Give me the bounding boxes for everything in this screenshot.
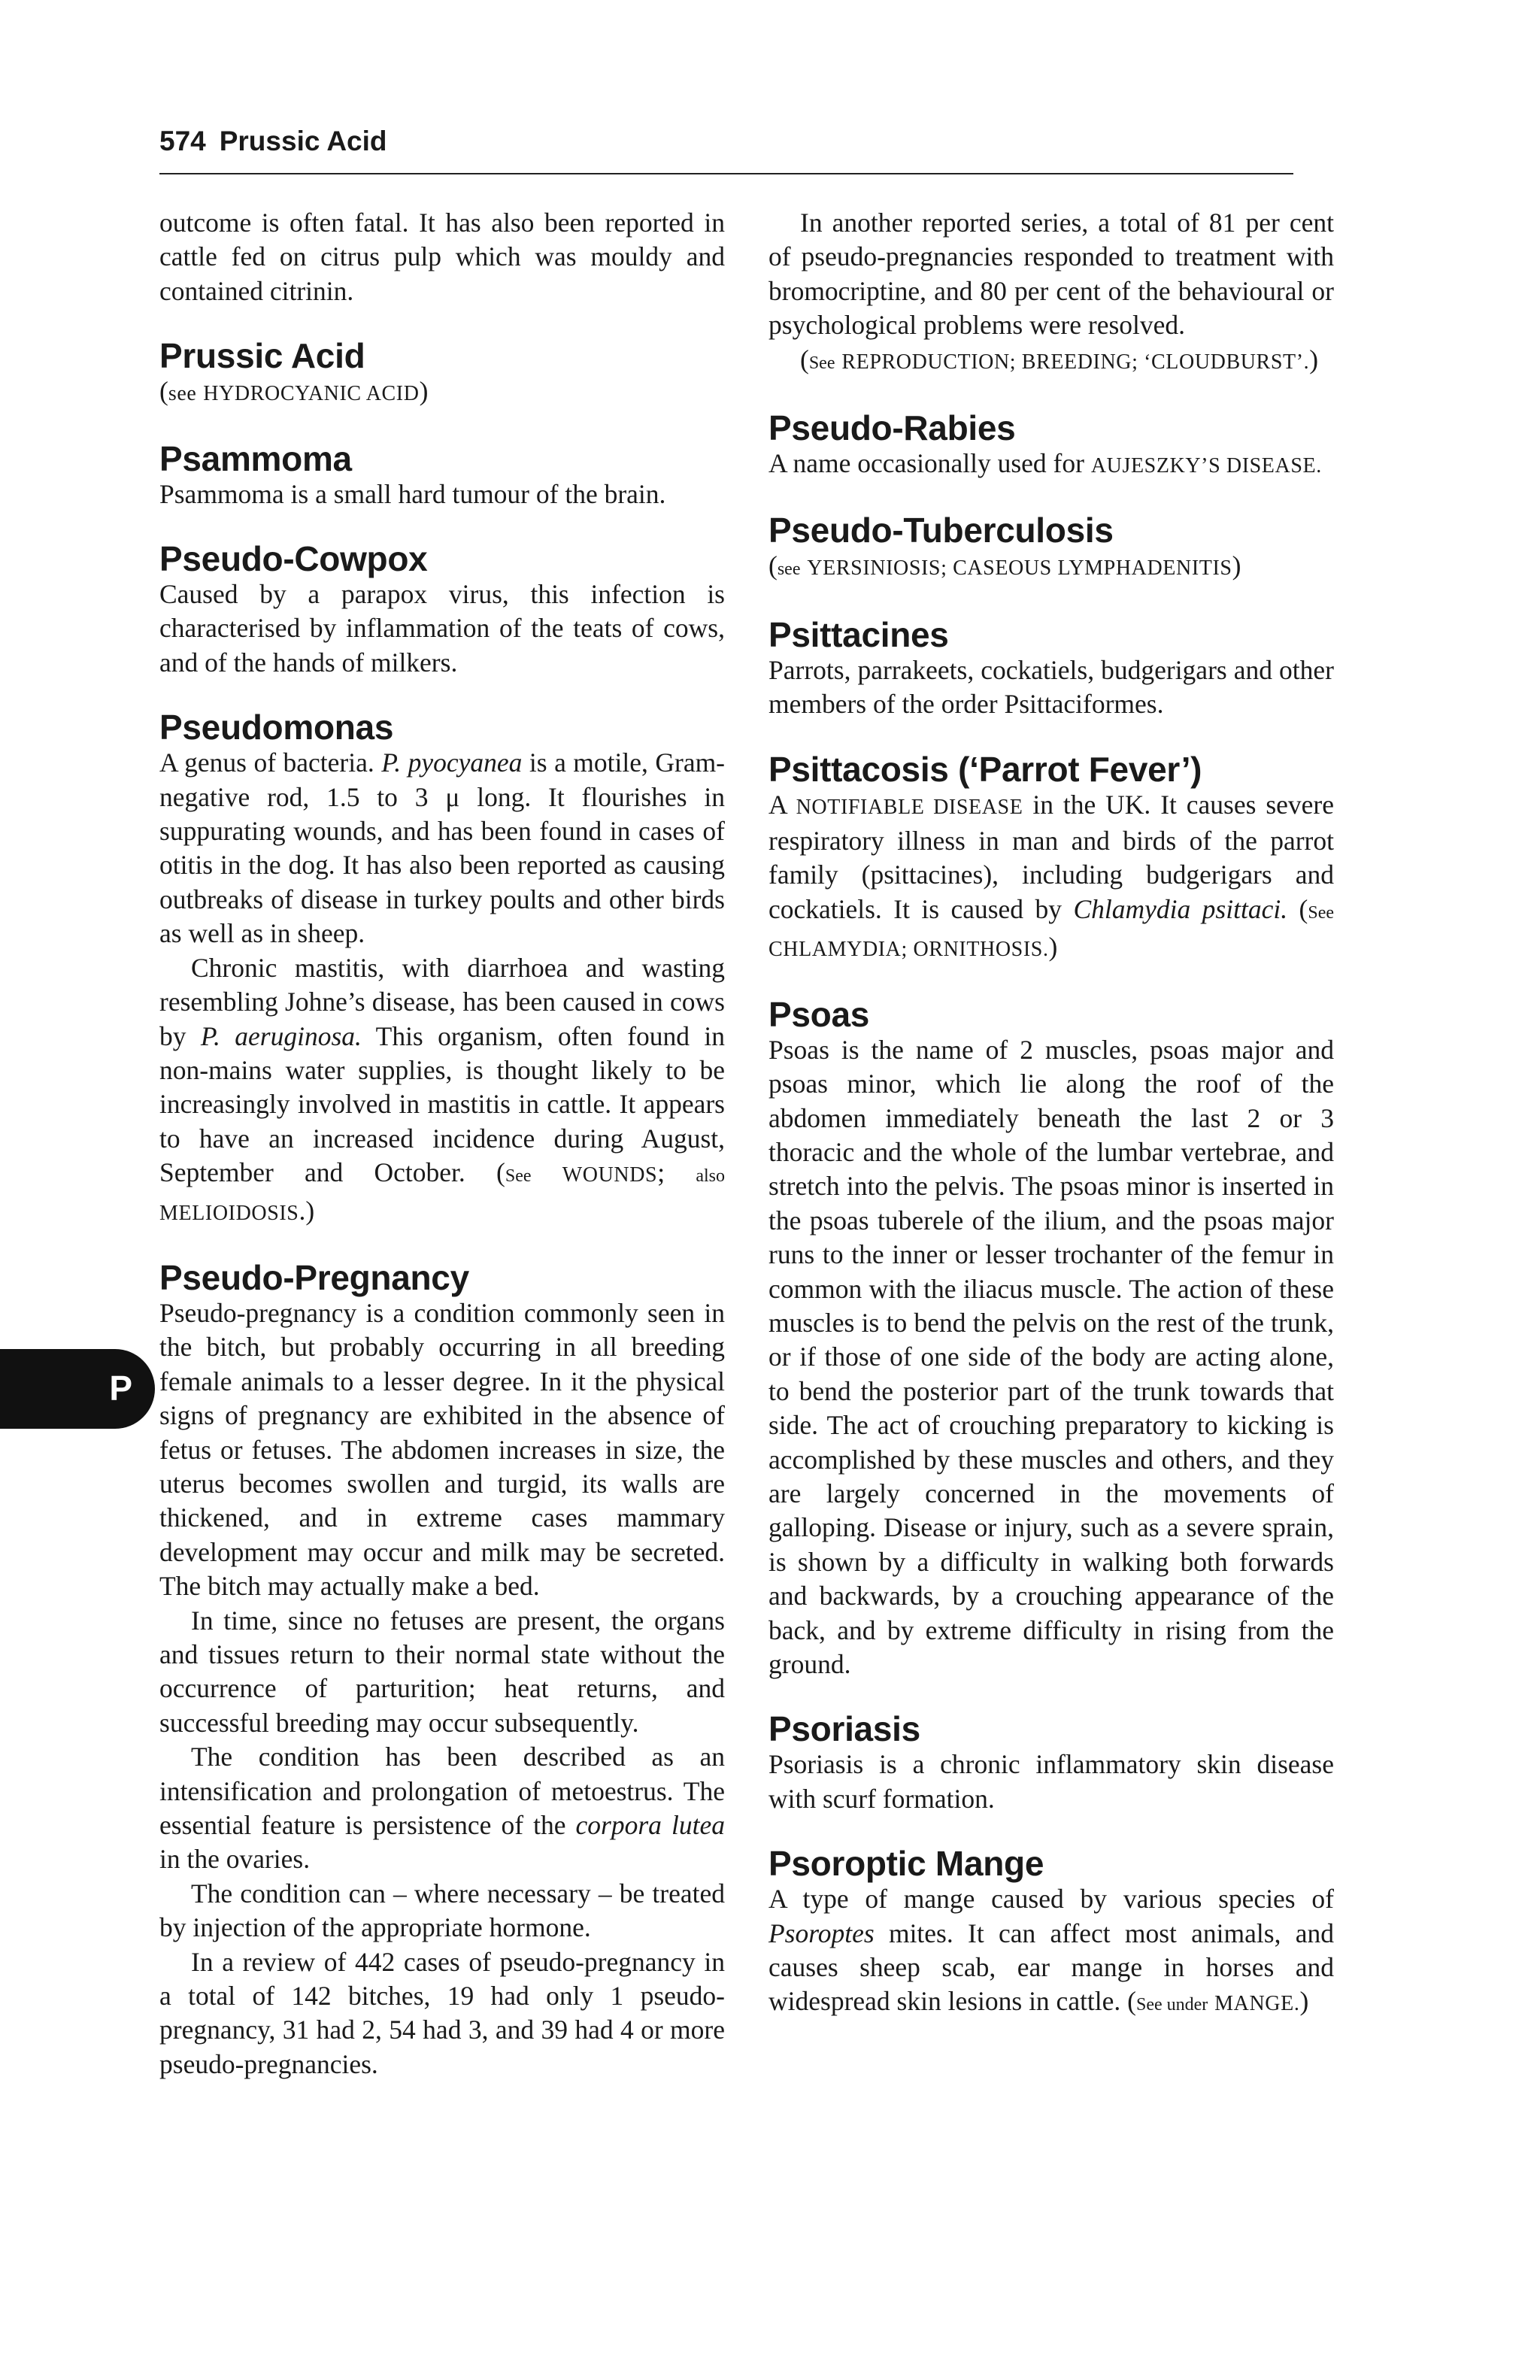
entry-title-psammoma: Psammoma [159,438,352,478]
entry-psoroptic-mange: A type of mange caused by various species of Psoroptes mites. It can affect most animals, and causes sheep scab, ear mange in horses and widespread skin lesions in cattle. (See under MANGE.) [768,1884,1334,2017]
entry-psoas: Psoas is the name of 2 muscles, psoas major and psoas minor, which lie along the roof of the abdomen immediately beneath the last 2 or 3 thoracic and the whole of the lumbar vertebrae, and stretch into the pelvis. The psoas minor is inserted in the psoas tuberele of the ilium, and the psoas major runs to the inner or lesser trochanter of the femur in common with the iliacus muscle. The action of these muscles is to bend the pelvis on the rest of the trunk, or if those of one side of the body are acting alone, to bend the posterior part of the trunk towards that side. The act of crouching preparatory to kicking is accomplished by these muscles and others, and they are largely concerned in the movements of galloping. Disease or injury, such as a severe sprain, is shown by a difficulty in walking both forwards and backwards, by a crouching appearance of the back, and by extreme difficulty in rising from the ground. [768,1034,1334,1679]
entry-pseudo-pregnancy-see: (See REPRODUCTION; BREEDING; ‘CLOUDBURST’.) [800,344,1319,374]
entry-pseudomonas-p1: A genus of bacteria. P. pyocyanea is a motile, Gram-negative rod, 1.5 to 3 μ long. It flourishes in suppurating wounds, and has been found in cases of otitis in the dog. It has also been reported as causing outbreaks of disease in turkey poults and other birds as well as in sheep. [159,747,726,949]
entry-pseudo-pregnancy-p6: In another reported series, a total of 81 per cent of pseudo-pregnancies responded to treatment with bromocriptine, and 80 per cent of the behavioural or psychological problems were resolved. [768,208,1334,341]
entry-prussic-acid: (see HYDROCYANIC ACID) [159,376,429,407]
entry-pseudo-pregnancy-p1: Pseudo-pregnancy is a condition commonly seen in the bitch, but probably occurring in all breeding female animals to a lesser degree. In it the physical signs of pregnancy are exhibited in the absence of fetus or fetuses. The abdomen increases in size, the uterus becomes swollen and turgid, its walls are thickened, and in extreme cases mammary development may occur and milk may be secreted. The bitch may actually make a bed. [159,1297,725,1602]
entry-pseudo-pregnancy-p5: In a review of 442 cases of pseudo-pregnancy in a total of 142 bitches, 19 had only 1 pseudo-pregnancy, 31 had 2, 54 had 3, and 39 had 4 or more pseudo-pregnancies. [159,1946,725,2079]
thumb-index-letter: P [109,1369,132,1408]
running-header [159,126,1293,174]
entry-pseudomonas-p2: Chronic mastitis, with diarrhoea and wasting resembling Johne’s disease, has been caused in cows by P. aeruginosa. This organism, often found in non-mains water supplies, is thought likely to be increasingly involved in mastitis in cattle. It appears to have an increased incidence during August, September and October. (See WOUNDS; also MELIOIDOSIS.) [159,952,726,1226]
cross-reference: HYDROCYANIC ACID [203,382,420,406]
entry-psammoma: Psammoma is a small hard tumour of the brain. [159,478,666,509]
entry-title-pseudomonas: Pseudomonas [159,708,394,747]
entry-pseudo-rabies: A name occasionally used for AUJESZKY’S DISEASE. [768,448,1322,479]
entry-psoriasis: Psoriasis is a chronic inflammatory skin disease with scurf formation. [768,1749,1334,1814]
thumb-index-tab [0,1349,155,1429]
entry-title-psoas: Psoas [768,994,870,1034]
entry-title-prussic-acid: Prussic Acid [159,336,365,376]
continued-text: outcome is often fatal. It has also been reported in cattle fed on citrus pulp which was mouldy and contained citrinin. [159,208,725,306]
entry-pseudo-cowpox: Caused by a parapox virus, this infection is characterised by inflammation of the teats of cows, and of the hands of milkers. [159,579,725,678]
entry-psittacines: Parrots, parrakeets, cockatiels, budgerigars and other members of the order Psittaciformes. [768,654,1334,720]
cross-reference: AUJESZKY’S DISEASE. [1090,454,1322,478]
entry-title-psoriasis: Psoriasis [768,1709,920,1749]
cross-reference: CHLAMYDIA; ORNITHOSIS. [768,938,1049,962]
entry-pseudo-pregnancy-p3: The condition has been described as an intensification and prolongation of metoestrus. The essential feature is persistence of the corpora lutea in the ovaries. [159,1742,725,1875]
cross-reference: NOTIFIABLE DISEASE [796,795,1023,819]
cross-reference: MANGE. [1214,1992,1300,2016]
entry-psittacosis: A NOTIFIABLE DISEASE in the UK. It causes severe respiratory illness in man and birds of the parrot family (psittacines), including budgerigars and cockatiels. It is caused by Chlamydia psittaci. (See CHLAMYDIA; ORNITHOSIS.) [768,789,1335,963]
entry-title-psittacines: Psittacines [768,614,949,654]
page-number: 574 [159,126,206,156]
cross-reference: MELIOIDOSIS [159,1201,299,1225]
right-column [768,206,1334,2023]
cross-reference: YERSINIOSIS; CASEOUS LYMPHADENITIS [807,556,1232,581]
entry-title-pseudo-cowpox: Pseudo-Cowpox [159,539,428,579]
cross-reference: REPRODUCTION; BREEDING; ‘CLOUDBURST’. [841,350,1310,374]
entry-pseudo-pregnancy-p2: In time, since no fetuses are present, the organs and tissues return to their normal state without the occurrence of parturition; heat returns, and successful breeding may occur subsequently. [159,1605,725,1738]
entry-pseudo-pregnancy-p4: The condition can – where necessary – be treated by injection of the appropriate hormone. [159,1878,725,1943]
running-head: Prussic Acid [219,126,387,156]
entry-title-pseudo-rabies: Pseudo-Rabies [768,408,1016,448]
entry-pseudo-tuberculosis: (see YERSINIOSIS; CASEOUS LYMPHADENITIS) [768,550,1241,581]
entry-title-psittacosis: Psittacosis (‘Parrot Fever’) [768,749,1202,789]
entry-title-pseudo-tuberculosis: Pseudo-Tuberculosis [768,511,1114,550]
cross-reference: WOUNDS [562,1163,658,1187]
entry-title-psoroptic-mange: Psoroptic Mange [768,1844,1044,1884]
left-column [159,206,725,2081]
entry-title-pseudo-pregnancy: Pseudo-Pregnancy [159,1257,469,1297]
